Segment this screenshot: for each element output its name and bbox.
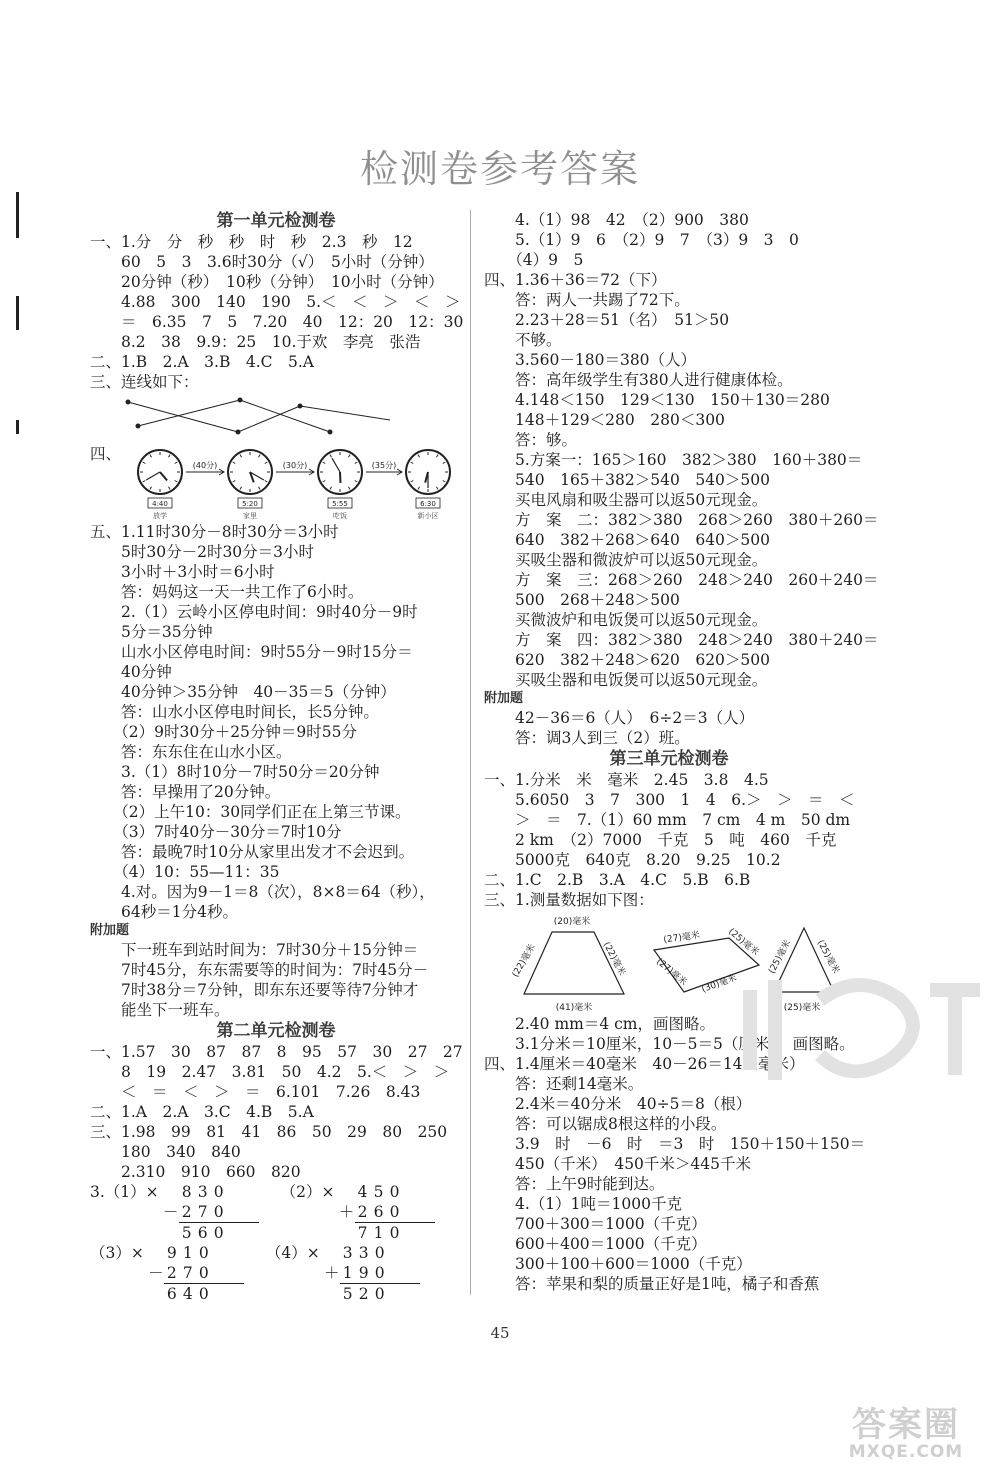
clock-place-label: 新小区 [417, 512, 439, 520]
clock-time-text: 4:40 [152, 500, 168, 508]
answer-line: 四、1.36＋36＝72（下） [484, 271, 667, 289]
calc-digit: 5 [181, 1224, 192, 1242]
answer-line: （3）7时40分－30分＝7时10分 [90, 823, 342, 841]
answer-line: 8.2 38 9.9：25 10.于欢 李亮 张浩 [90, 333, 421, 351]
clock-time-text: 5:20 [242, 500, 258, 508]
calc-digit: 2 [181, 1203, 192, 1221]
calc-digit: 0 [213, 1203, 224, 1221]
shape-measure-label: (20)毫米 [553, 917, 591, 927]
answer-line: 答：调3人到三（2）班。 [484, 729, 690, 747]
vertical-calc-row-2 [90, 1243, 462, 1304]
answer-line: 4.148＜150 129＜130 150＋130＝280 [484, 391, 830, 409]
calc-digit: 7 [182, 1264, 193, 1282]
answer-line: （2）上午10：30同学们正在上第三节课。 [90, 803, 411, 821]
answer-line: 3.（1）8时10分－7时50分＝20分钟 [90, 763, 380, 781]
calc-operator: － [148, 1264, 164, 1282]
calc-digit: 3 [342, 1244, 353, 1262]
answer-line: （4）10：55—11：35 [90, 863, 280, 881]
clock-place-label: 放学 [153, 512, 167, 520]
answer-line: 640 382＋268＞640 640＞500 [484, 531, 771, 549]
answer-line: 买电风扇和吸尘器可以返50元现金。 [484, 491, 768, 509]
shape-measure-label: (25)毫米 [767, 938, 794, 976]
calc-operator [148, 1284, 164, 1304]
answer-line: 二、1.A 2.A 3.C 4.B 5.A [90, 1103, 314, 1121]
calc-digit: 1 [342, 1264, 353, 1282]
calc-operator: ＋ [338, 1203, 355, 1221]
answer-line: 方 案 四：382＞380 248＞240 380＋240＝ [484, 631, 879, 649]
answer-line: 五、1.11时30分－8时30分＝3小时 [90, 523, 339, 541]
answer-line: 5.6050 3 7 300 1 4 6.＞ ＞ ＝ ＜ [484, 791, 855, 809]
answer-line: 一、1.57 30 87 87 8 95 57 30 27 27 [90, 1043, 463, 1061]
matching-lines-svg [90, 392, 430, 442]
answer-line: 答：苹果和梨的质量正好是1吨，橘子和香蕉 [484, 1275, 820, 1293]
clock-sequence-svg [90, 442, 462, 522]
answer-line: 500 268＋248＞500 [484, 591, 680, 609]
answer-line: 42－36＝6（人） 6÷2＝3（人） [484, 709, 755, 727]
answer-line: ＞ ＝ 7.（1）60 mm 7 cm 4 m 50 dm [484, 811, 851, 829]
left-column [90, 210, 462, 1304]
question-4-label: 四、 [90, 445, 122, 463]
answer-line: 山水小区停电时间：9时55分－9时15分＝ [90, 643, 413, 661]
site-watermark [826, 1405, 986, 1464]
right-column [484, 210, 879, 1294]
calc-label: （3）× [90, 1244, 144, 1262]
calc-label: 3.（1）× [90, 1183, 159, 1201]
faint-watermark-graphic [730, 960, 990, 1090]
calc-digit: 0 [389, 1224, 400, 1242]
calc-digit: 7 [197, 1203, 208, 1221]
spine-mark [16, 192, 19, 238]
calc-digit: 2 [357, 1203, 368, 1221]
calc-digit: 0 [213, 1224, 224, 1242]
answer-line: 2.4米＝40分米 40÷5＝8（根） [484, 1095, 752, 1113]
clock-duration-label: (35分) [371, 461, 397, 470]
answer-line: 二、1.B 2.A 3.B 4.C 5.A [90, 353, 314, 371]
matching-lines-figure [90, 392, 462, 442]
calc-operator [324, 1284, 340, 1304]
answer-line: 四、1.4厘米＝40毫米 40－26＝14（毫米） [484, 1055, 805, 1073]
section-title-unit1: 第一单元检测卷 [216, 211, 336, 231]
answer-line: 2.23＋28＝51（名） 51＞50 [484, 311, 730, 329]
watermark-stroke [820, 985, 913, 1071]
shape-measure-label: (22)毫米 [600, 940, 627, 978]
answer-line: 3.560－180＝380（人） [484, 351, 697, 369]
answer-line: 2.40 mm＝4 cm，画图略。 [484, 1015, 716, 1033]
calc-operator [163, 1223, 179, 1243]
calc-digit: 0 [389, 1183, 400, 1201]
answer-line: 4.88 300 140 190 5.＜ ＜ ＞ ＜ ＞ [90, 293, 461, 311]
answer-line: 5时30分－2时30分＝3小时 [90, 543, 315, 561]
calc-digit: 0 [213, 1183, 224, 1201]
answer-line: 买吸尘器和微波炉可以返50元现金。 [484, 551, 768, 569]
answer-line: 方 案 二：382＞380 268＞260 380＋260＝ [484, 511, 879, 529]
answer-line: 5000克 640克 8.20 9.25 10.2 [484, 851, 781, 869]
calc-digit: 5 [373, 1183, 384, 1201]
shape-measure-label: (27)毫米 [654, 956, 689, 989]
answer-line: 2.310 910 660 820 [90, 1163, 301, 1181]
match-line [300, 406, 390, 420]
match-line [240, 400, 330, 432]
calc-operator: － [162, 1203, 179, 1221]
calc-digit: 2 [166, 1264, 177, 1282]
calc-operator [148, 1243, 164, 1263]
page-number: 45 [490, 1324, 510, 1342]
answer-line: 40分钟＞35分钟 40－35＝5（分钟） [90, 683, 396, 701]
calc-digit: 0 [374, 1285, 385, 1303]
calc-digit: 1 [373, 1224, 384, 1242]
answer-line: 7时38分＝7分钟，即东东还要等待7分钟才 [90, 981, 419, 999]
match-line [128, 402, 238, 432]
answer-line: 4.（1）1吨＝1000千克 [484, 1195, 682, 1213]
answer-line: 答：最晚7时10分从家里出发才不会迟到。 [90, 843, 415, 861]
watermark-logo-text: 答案圈 [852, 1405, 960, 1445]
answer-line: 3.9 时 －6 时 ＝3 时 150＋150＋150＝ [484, 1135, 866, 1153]
shape-measure-label: (25)毫米 [783, 1003, 821, 1013]
answer-line: （4）9 5 [484, 251, 584, 269]
calc-digit: 0 [198, 1244, 209, 1262]
shape-measure-label: (27)毫米 [662, 930, 701, 946]
calc-operator [339, 1182, 355, 1202]
clock-place-label: 吃饭 [333, 512, 347, 520]
answer-line: 答：高年级学生有380人进行健康体检。 [484, 371, 793, 389]
answer-line: 7时45分，东东需要等的时间为：7时45分－ [90, 961, 429, 979]
answer-line: 540 165＋382＞540 540＞500 [484, 471, 771, 489]
answer-line: 300＋100＋600＝1000（千克） [484, 1255, 752, 1273]
answer-line: 答：山水小区停电时间长，长5分钟。 [90, 703, 379, 721]
answer-line: 答：还剩14毫米。 [484, 1075, 644, 1093]
answer-line: 答：早操用了20分钟。 [90, 783, 281, 801]
calc-digit: 3 [358, 1244, 369, 1262]
section-title-unit3: 第三单元检测卷 [609, 749, 729, 769]
answer-line: 答：可以锯成8根这样的小段。 [484, 1115, 727, 1133]
calc-digit: 1 [182, 1244, 193, 1262]
calc-digit: 4 [357, 1183, 368, 1201]
column-divider [470, 210, 471, 1295]
bonus-answers-1 [90, 940, 462, 1020]
calc-digit: 6 [373, 1203, 384, 1221]
unit3-answers [484, 770, 854, 910]
match-line [138, 400, 240, 426]
answer-line: 三、1.测量数据如下图： [484, 891, 654, 909]
calc-label: （4）× [265, 1244, 320, 1262]
answer-line: （2）9时30分＋25分钟＝9时55分 [90, 723, 358, 741]
shape-measure-label: (30)毫米 [700, 973, 739, 996]
section-title-unit2: 第二单元检测卷 [216, 1021, 336, 1041]
bonus-answers-2 [484, 708, 854, 748]
calc-digit: 7 [357, 1224, 368, 1242]
answer-line: 148＋129＜280 280＜300 [484, 411, 725, 429]
clock-duration-label: (40分) [192, 461, 218, 470]
calc-digit: 6 [197, 1224, 208, 1242]
answer-line: 三、连线如下： [90, 373, 199, 391]
vertical-calc-4 [266, 1243, 420, 1304]
watermark-stroke [750, 980, 775, 1080]
answer-line: 60 5 3 3.6时30分（√） 5小时（分钟） [90, 253, 434, 271]
watermark-stroke [930, 990, 980, 1075]
answer-line: 620 382＋248＞620 620＞500 [484, 651, 771, 669]
calc-digit: 0 [374, 1264, 385, 1282]
calc-digit: 2 [358, 1285, 369, 1303]
answer-line: ＜ ＝ ＜ ＞ ＝ 6.101 7.26 8.43 [90, 1083, 421, 1101]
answer-line: 4.（1）98 42 （2）900 380 [484, 211, 749, 229]
calc-digit: 9 [166, 1244, 177, 1262]
answer-line: 一、1.分 分 秒 秒 时 秒 2.3 秒 12 [90, 233, 413, 251]
spine-mark [16, 296, 19, 330]
answer-line: 5.（1）9 6 （2）9 7 （3）9 3 0 [484, 231, 799, 249]
shape-measure-label: (41)毫米 [555, 1003, 593, 1013]
answer-line: 3.1分米＝10厘米，10－5＝5（厘米），画图略。 [484, 1035, 855, 1053]
bonus-label: 附加题 [484, 691, 524, 706]
answer-line: 三、1.98 99 81 41 86 50 29 80 250 [90, 1123, 448, 1141]
vertical-calc-row-1 [90, 1182, 462, 1243]
answer-line: 买微波炉和电饭煲可以返50元现金。 [484, 611, 768, 629]
shape-measure-label: (22)毫米 [510, 942, 538, 980]
answer-line: 答：上午9时能到达。 [484, 1175, 665, 1193]
answer-line: 5分＝35分钟 [90, 623, 213, 641]
bonus-label: 附加题 [90, 923, 130, 938]
answer-line: 能坐下一班车。 [90, 1001, 230, 1019]
answer-line: 700＋300＝1000（千克） [484, 1215, 707, 1233]
clock-time-text: 6:30 [420, 500, 436, 508]
answer-line: 方 案 三：268＞260 248＞240 260＋240＝ [484, 571, 879, 589]
clock-duration-label: (30分) [282, 461, 308, 470]
unit1-answers [90, 232, 462, 392]
calc-operator [163, 1182, 179, 1202]
calc-digit: 0 [374, 1244, 385, 1262]
unit2-answers [90, 1042, 462, 1182]
answer-line: 答：东东住在山水小区。 [90, 743, 292, 761]
calc-digit: 6 [166, 1285, 177, 1303]
calc-digit: 0 [389, 1203, 400, 1221]
answer-line: 2.（1）云岭小区停电时间：9时40分－9时 [90, 603, 418, 621]
answer-line: 3小时＋3小时＝6小时 [90, 563, 275, 581]
clock-sequence-figure [90, 442, 462, 522]
answer-line: 600＋400＝1000（千克） [484, 1235, 707, 1253]
calc-digit: 3 [197, 1183, 208, 1201]
unit2-answers-continued [484, 210, 879, 690]
answer-line: 4.对。因为9－1＝8（次），8×8＝64（秒）， [90, 883, 435, 901]
clock-place-label: 家里 [243, 512, 257, 520]
vertical-calc-3 [90, 1243, 244, 1304]
answer-line: 5.方案一：165＞160 382＞380 160＋380＝ [484, 451, 863, 469]
calc-digit: 0 [198, 1285, 209, 1303]
answer-line: ＝ 6.35 7 5 7.20 40 12：20 12：30 [90, 313, 464, 331]
answer-line: 下一班车到站时间为：7时30分＋15分钟＝ [90, 941, 419, 959]
answer-line: 一、1.分米 米 毫米 2.45 3.8 4.5 [484, 771, 769, 789]
answer-line: 买吸尘器和电饭煲可以返50元现金。 [484, 671, 768, 689]
calc-digit: 8 [181, 1183, 192, 1201]
answer-line: 450（千米） 450千米＞445千米 [484, 1155, 752, 1173]
shape-measure-label: (25)毫米 [814, 938, 841, 976]
unit1-answers-part2 [90, 522, 462, 922]
calc-operator [324, 1243, 340, 1263]
calc-label: （2）× [280, 1183, 335, 1201]
spine-mark [16, 420, 19, 434]
vertical-calc-1 [90, 1182, 259, 1243]
answer-line: 答：够。 [484, 431, 578, 449]
answer-line: 64秒＝1分4秒。 [90, 903, 238, 921]
calc-operator [339, 1223, 355, 1243]
watermark-site-text: MXQE.COM [848, 1442, 964, 1462]
answer-line: 20分钟（秒） 10秒（分钟） 10小时（分钟） [90, 273, 444, 291]
calc-digit: 5 [342, 1285, 353, 1303]
answer-line: 答：妈妈这一天一共工作了6小时。 [90, 583, 364, 601]
answer-line: 答：两人一共踢了72下。 [484, 291, 690, 309]
answer-line: 40分钟 [90, 663, 172, 681]
answer-line: 2 km （2）7000 千克 5 吨 460 千克 [484, 831, 837, 849]
calc-operator: ＋ [323, 1264, 340, 1282]
calc-digit: 0 [198, 1264, 209, 1282]
page-title: 检测卷参考答案 [359, 147, 640, 191]
clock-time-text: 5:55 [332, 500, 348, 508]
calc-digit: 4 [182, 1285, 193, 1303]
answer-line: 8 19 2.47 3.81 50 4.2 5.＜ ＞ ＞ [90, 1063, 450, 1081]
shape-measure-label: (25)毫米 [726, 926, 761, 959]
answer-line: 180 340 840 [90, 1143, 241, 1161]
answer-line: 二、1.C 2.B 3.A 4.C 5.B 6.B [484, 871, 751, 889]
vertical-calc-2 [281, 1182, 435, 1243]
answer-line: 不够。 [484, 331, 562, 349]
calc-digit: 9 [358, 1264, 369, 1282]
